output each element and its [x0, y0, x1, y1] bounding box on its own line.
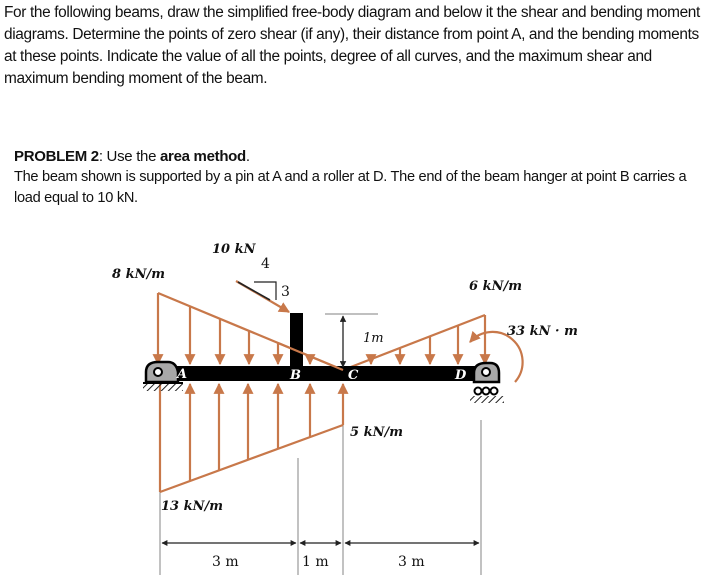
dimension-bc: 1 m — [302, 554, 329, 570]
problem-label: PROBLEM 2 — [14, 148, 99, 165]
problem-colon-text: : Use the — [98, 148, 161, 165]
hanger-height-label: 1m — [363, 331, 384, 346]
problem-description: The beam shown is supported by a pin at A and a roller at D. The end of the beam hanger at point B carries a load equal to 10 kN. — [14, 169, 687, 206]
dimension-extension-lines — [160, 314, 481, 575]
point-d-label: D — [455, 368, 467, 383]
bottom-right-intensity-label: 5 kN/m — [350, 425, 403, 440]
point-a-label: A — [177, 367, 188, 382]
problem-period: . — [245, 148, 250, 165]
instructions-paragraph: For the following beams, draw the simplified free-body diagram and below it the shear and bending moment diagrams. Determine the points of zero shear (if any), their distance from point A, and the bending moments at these points. Indicate the value of all the points, degree of all curves, and the maximum shear and maximum bending moment of the beam. — [4, 4, 700, 87]
bottom-left-intensity-label: 13 kN/m — [161, 499, 224, 514]
slope-vertical-label: 3 — [281, 284, 290, 300]
slope-horizontal-label: 4 — [261, 256, 270, 272]
point-b-label: B — [290, 368, 301, 383]
top-left-intensity-label: 8 kN/m — [112, 267, 165, 282]
point-c-label: C — [348, 368, 359, 383]
top-right-intensity-label: 6 kN/m — [469, 279, 522, 294]
dimension-cd: 3 m — [398, 554, 425, 570]
beam — [165, 366, 485, 381]
hanger-b — [290, 313, 303, 369]
load-line-overlay — [278, 343, 343, 370]
couple-moment-label: 33 kN · m — [507, 324, 578, 339]
roller-support-d — [470, 363, 504, 403]
bottom-distributed-load — [160, 383, 343, 492]
point-load-label: 10 kN — [212, 242, 256, 257]
dimension-ab: 3 m — [212, 554, 239, 570]
problem-method: area method — [160, 148, 246, 165]
